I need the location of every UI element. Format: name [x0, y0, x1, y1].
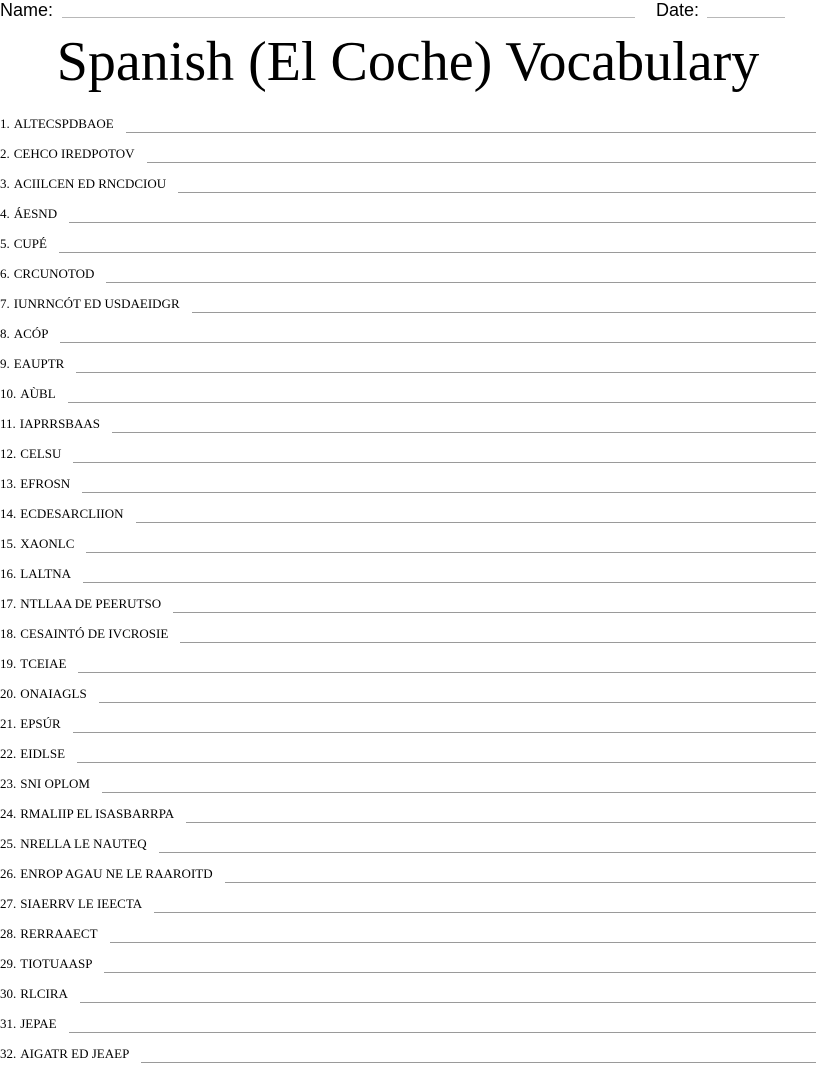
answer-line[interactable] [73, 732, 816, 733]
list-item [0, 531, 816, 561]
scrambled-word: RMALIIP EL ISASBARRPA [16, 807, 174, 831]
scrambled-word: CELSU [16, 447, 61, 471]
list-item [0, 381, 816, 411]
answer-line[interactable] [136, 522, 816, 523]
list-item [0, 711, 816, 741]
answer-line[interactable] [147, 162, 816, 163]
list-item [0, 651, 816, 681]
scrambled-word: ACIILCEN ED RNCDCIOU [10, 177, 166, 201]
list-item [0, 501, 816, 531]
answer-line[interactable] [110, 942, 816, 943]
item-number: 32. [0, 1047, 16, 1071]
item-number: 14. [0, 507, 16, 531]
scrambled-word: EIDLSE [16, 747, 65, 771]
list-item [0, 471, 816, 501]
scrambled-word: XAONLC [16, 537, 74, 561]
item-number: 11. [0, 417, 16, 441]
item-number: 21. [0, 717, 16, 741]
list-item [0, 981, 816, 1011]
list-item [0, 141, 816, 171]
item-number: 31. [0, 1017, 16, 1041]
list-item [0, 801, 816, 831]
scrambled-word: IAPRRSBAAS [16, 417, 100, 441]
list-item [0, 411, 816, 441]
answer-line[interactable] [178, 192, 816, 193]
scrambled-word: TIOTUAASP [16, 957, 92, 981]
item-number: 29. [0, 957, 16, 981]
item-number: 18. [0, 627, 16, 651]
list-item [0, 921, 816, 951]
list-item [0, 231, 816, 261]
scrambled-word: IUNRNCÓT ED USDAEIDGR [10, 297, 180, 321]
answer-line[interactable] [225, 882, 816, 883]
list-item [0, 951, 816, 981]
scrambled-word: ECDESARCLIION [16, 507, 123, 531]
item-number: 16. [0, 567, 16, 591]
answer-line[interactable] [99, 702, 816, 703]
answer-line[interactable] [126, 132, 816, 133]
answer-line[interactable] [141, 1062, 816, 1063]
answer-line[interactable] [154, 912, 816, 913]
scrambled-word: AÙBL [16, 387, 55, 411]
scrambled-word: TCEIAE [16, 657, 66, 681]
answer-line[interactable] [76, 372, 816, 373]
item-number: 19. [0, 657, 16, 681]
list-item [0, 201, 816, 231]
list-item [0, 561, 816, 591]
answer-line[interactable] [86, 552, 816, 553]
item-number: 24. [0, 807, 16, 831]
answer-line[interactable] [83, 582, 816, 583]
name-field[interactable] [62, 17, 635, 18]
scrambled-word: ENROP AGAU NE LE RAAROITD [16, 867, 212, 891]
scrambled-word: CEHCO IREDPOTOV [10, 147, 135, 171]
item-number: 23. [0, 777, 16, 801]
answer-line[interactable] [82, 492, 816, 493]
scrambled-word: SNI OPLOM [16, 777, 90, 801]
answer-line[interactable] [102, 792, 816, 793]
item-number: 13. [0, 477, 16, 501]
name-label: Name: [0, 0, 53, 20]
answer-line[interactable] [186, 822, 816, 823]
scrambled-word: EFROSN [16, 477, 70, 501]
item-number: 17. [0, 597, 16, 621]
word-scramble-list [0, 111, 816, 1071]
list-item [0, 171, 816, 201]
item-number: 1. [0, 117, 10, 141]
date-field[interactable] [707, 17, 785, 18]
answer-line[interactable] [106, 282, 816, 283]
item-number: 30. [0, 987, 16, 1011]
list-item [0, 621, 816, 651]
scrambled-word: ÁESND [10, 207, 57, 231]
answer-line[interactable] [104, 972, 816, 973]
item-number: 25. [0, 837, 16, 861]
list-item [0, 1011, 816, 1041]
list-item [0, 861, 816, 891]
item-number: 8. [0, 327, 10, 351]
worksheet-header [0, 0, 816, 26]
scrambled-word: CRCUNOTOD [10, 267, 95, 291]
answer-line[interactable] [77, 762, 816, 763]
scrambled-word: LALTNA [16, 567, 71, 591]
item-number: 15. [0, 537, 16, 561]
item-number: 6. [0, 267, 10, 291]
item-number: 20. [0, 687, 16, 711]
scrambled-word: ACÓP [10, 327, 49, 351]
answer-line[interactable] [112, 432, 816, 433]
item-number: 4. [0, 207, 10, 231]
scrambled-word: EAUPTR [10, 357, 65, 381]
scrambled-word: CUPÉ [10, 237, 47, 261]
answer-line[interactable] [173, 612, 816, 613]
answer-line[interactable] [180, 642, 816, 643]
item-number: 26. [0, 867, 16, 891]
list-item [0, 831, 816, 861]
item-number: 27. [0, 897, 16, 921]
scrambled-word: RERRAAECT [16, 927, 97, 951]
item-number: 12. [0, 447, 16, 471]
answer-line[interactable] [80, 1002, 816, 1003]
answer-line[interactable] [59, 252, 816, 253]
item-number: 7. [0, 297, 10, 321]
answer-line[interactable] [60, 342, 816, 343]
scrambled-word: EPSÚR [16, 717, 60, 741]
page-title: Spanish (El Coche) Vocabulary [0, 28, 816, 96]
list-item [0, 681, 816, 711]
list-item [0, 261, 816, 291]
answer-line[interactable] [69, 1032, 816, 1033]
list-item [0, 1041, 816, 1071]
item-number: 2. [0, 147, 10, 171]
item-number: 22. [0, 747, 16, 771]
list-item [0, 891, 816, 921]
list-item [0, 441, 816, 471]
list-item [0, 291, 816, 321]
answer-line[interactable] [159, 852, 816, 853]
scrambled-word: NTLLAA DE PEERUTSO [16, 597, 161, 621]
scrambled-word: NRELLA LE NAUTEQ [16, 837, 146, 861]
scrambled-word: AIGATR ED JEAEP [16, 1047, 129, 1071]
item-number: 28. [0, 927, 16, 951]
scrambled-word: SIAERRV LE IEECTA [16, 897, 142, 921]
answer-line[interactable] [78, 672, 816, 673]
item-number: 5. [0, 237, 10, 261]
scrambled-word: RLCIRA [16, 987, 68, 1011]
scrambled-word: ALTECSPDBAOE [10, 117, 114, 141]
list-item [0, 771, 816, 801]
item-number: 10. [0, 387, 16, 411]
item-number: 9. [0, 357, 10, 381]
answer-line[interactable] [73, 462, 816, 463]
list-item [0, 351, 816, 381]
scrambled-word: ONAIAGLS [16, 687, 86, 711]
answer-line[interactable] [192, 312, 816, 313]
list-item [0, 111, 816, 141]
list-item [0, 741, 816, 771]
list-item [0, 321, 816, 351]
answer-line[interactable] [68, 402, 816, 403]
answer-line[interactable] [69, 222, 816, 223]
date-label: Date: [656, 0, 699, 20]
item-number: 3. [0, 177, 10, 201]
scrambled-word: CESAINTÓ DE IVCROSIE [16, 627, 168, 651]
scrambled-word: JEPAE [16, 1017, 56, 1041]
list-item [0, 591, 816, 621]
